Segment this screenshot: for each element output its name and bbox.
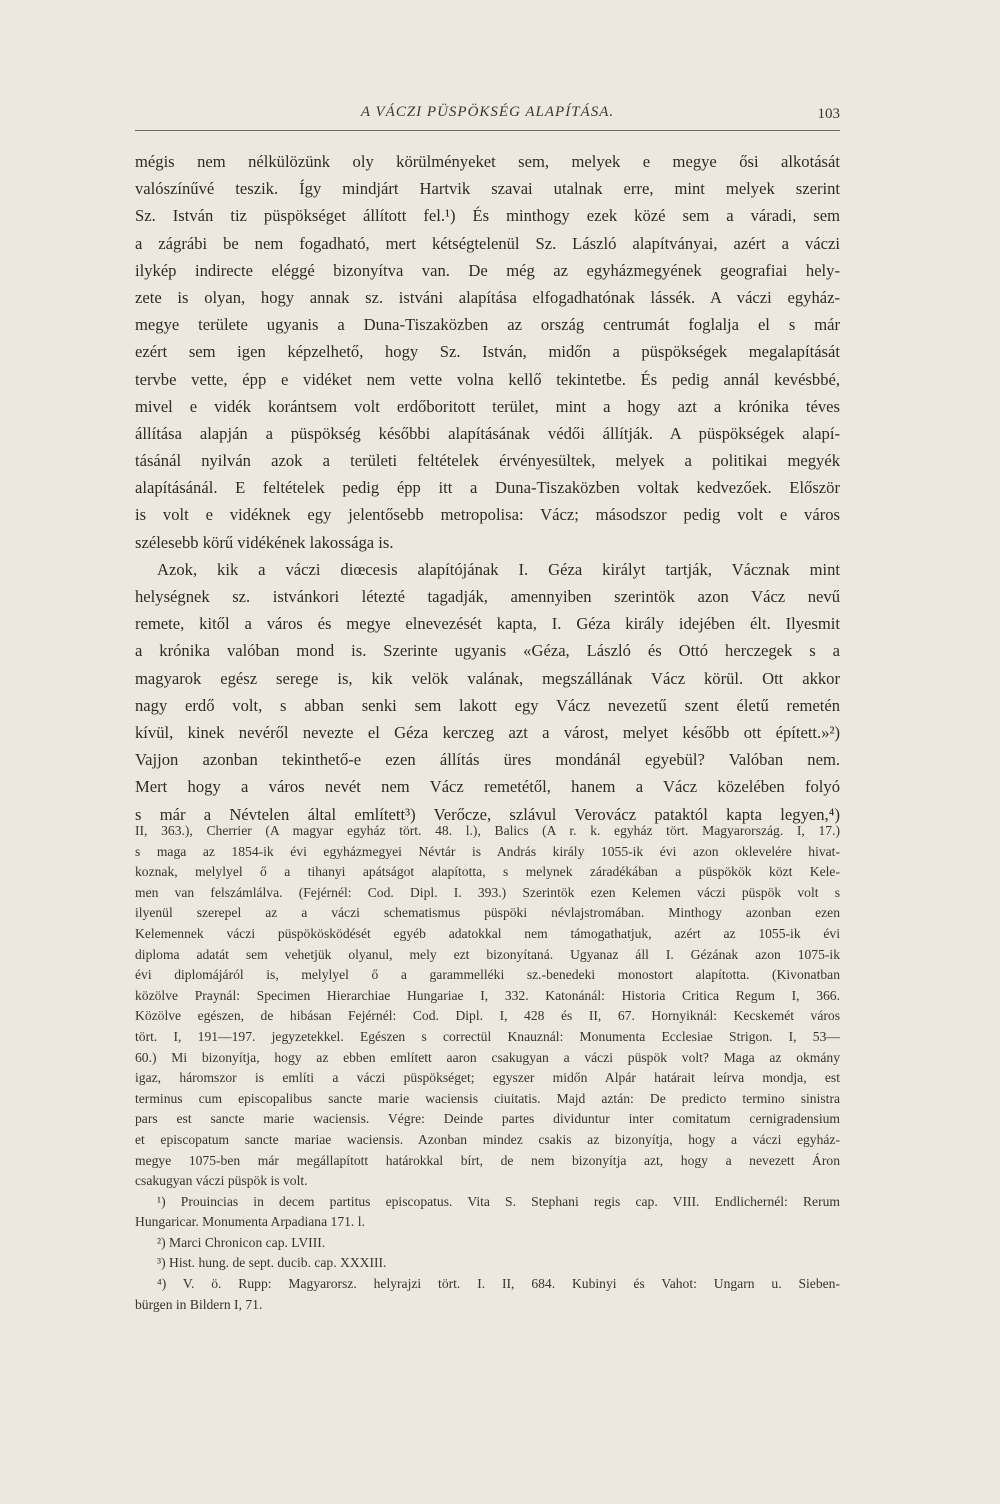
footnote-line: tört. I, 191—197. jegyzetekkel. Egészen s correctül Knauznál: Monumenta Ecclesiae Strigon. I, 53—: [135, 1028, 840, 1044]
running-title: A VÁCZI PÜSPÖKSÉG ALAPÍTÁSA.: [360, 104, 615, 120]
footnote-line: s maga az 1854-ik évi egyházmegyei Névtár is András király 1055-ik évi azon oklevelére hivat-: [135, 843, 840, 859]
footnote-line: közölve Praynál: Specimen Hierarchiae Hungariae I, 332. Katonánál: Historia Critica Regum I, 366.: [135, 987, 840, 1003]
body-line: szélesebb körű vidékének lakossága is.: [135, 532, 394, 552]
body-line: alapításánál. E feltételek pedig épp itt a Duna-Tiszaközben voltak kedvezőek. Először: [135, 478, 840, 498]
footnote-line: megye 1075-ben már megállapított határokkal bírt, de nem bizonyítja azt, hogy a nevezett Áron: [135, 1152, 840, 1168]
footnote-line: II, 363.), Cherrier (A magyar egyház tört. 48. l.), Balics (A r. k. egyház tört. Magyarország. I, 17.): [135, 823, 840, 838]
footnote-line: men van felszámlálva. (Fejérnél: Cod. Dipl. I. 393.) Szerintök ezen Kelemen váczi püspök volt s: [135, 884, 840, 900]
footnote-line: ³) Hist. hung. de sept. ducib. cap. XXXIII.: [157, 1255, 387, 1271]
footnote-line: ilyenül szerepel az a váczi schematismus püspöki névlajstromában. Minthogy azonban ezen: [135, 905, 840, 921]
body-line: Vajjon azonban tekinthető-e ezen állítás üres mondánál egyebül? Valóban nem.: [135, 750, 840, 770]
body-line: Azok, kik a váczi diœcesis alapítójának I. Géza királyt tartják, Vácznak mint: [157, 559, 840, 579]
footnote-line: diploma adatát sem vehetjük olyanul, mely ezt bizonyítaná. Ugyanaz áll I. Gézának azon 1075-ik: [135, 946, 840, 962]
page-header: [135, 104, 840, 131]
body-line: valószínűvé teszik. Így mindjárt Hartvik szavai utalnak erre, mint melyek szerint: [135, 179, 840, 199]
footnote-line: évi diplomájáról is, melylyel ő a garammelléki sz.-benedeki monostort alapította. (Kivonatban: [135, 967, 840, 983]
body-line: tervbe vette, épp e vidéket nem vette volna kellő tekintetbe. És pedig annál kevésbbé,: [135, 369, 840, 389]
footnote-line: Hungaricar. Monumenta Arpadiana 171. l.: [135, 1214, 365, 1230]
body-line: mivel e vidék korántsem volt erdőboritott terület, mint a hogy azt a krónika téves: [135, 396, 840, 416]
body-line: megye területe ugyanis a Duna-Tiszaközben az ország centrumát foglalja el s már: [135, 315, 840, 335]
footnote-line: Kelemennek váczi püspökösködését egyéb adatokkal nem támogathatjuk, azért az 1055-ik évi: [135, 925, 840, 941]
footnote-line: pars est sancte marie waciensis. Végre: Deinde partes dividuntur inter comitatum cernigradensium: [135, 1111, 840, 1127]
footnotes: [135, 821, 840, 1315]
footnote-line: igaz, háromszor is említi a váczi püspökséget; egyszer midőn Alpár határait leírva mondja, est: [135, 1070, 840, 1086]
body-line: ezért sem igen képzelhető, hogy Sz. István, midőn a püspökségek megalapítását: [135, 342, 840, 362]
body-line: nagy erdő volt, s abban senki sem lakott egy Vácz nevezetű szent életű remetén: [135, 695, 840, 715]
body-line: is volt e vidéknek egy jelentősebb metropolisa: Vácz; másodszor pedig volt e város: [135, 505, 840, 525]
footnote-line: et episcopatum sancte mariae waciensis. Azonban mindez csakis az bizonyítja, hogy a váczi egyház-: [135, 1131, 840, 1147]
body-line: ilykép indirecte eléggé bizonyítva van. De még az egyházmegyének geografiai hely-: [135, 260, 840, 280]
footnote-line: ¹) Prouincias in decem partitus episcopatus. Vita S. Stephani regis cap. VIII. Endlichernél: Rerum: [157, 1193, 840, 1209]
footnote-line: ²) Marci Chronicon cap. LVIII.: [157, 1234, 326, 1250]
footnote-line: bürgen in Bildern I, 71.: [135, 1296, 263, 1312]
page-number: 103: [817, 106, 840, 122]
body-line: Sz. István tiz püspökséget állított fel.¹) És minthogy ezek közé sem a váradi, sem: [135, 206, 840, 226]
body-line: állítása alapján a püspökség későbbi alapításának védői állítják. A püspökségek alapí-: [135, 423, 840, 443]
footnote-line: Közölve egészen, de hibásan Fejérnél: Cod. Dipl. I, 428 és II, 67. Hornyiknál: Kecskemét város: [135, 1008, 840, 1024]
body-line: mégis nem nélkülözünk oly körülményeket sem, melyek e megye ősi alkotását: [135, 152, 840, 171]
footnote-line: terminus cum episcopalibus sancte marie waciensis ciuitatis. Majd aztán: De predicto termino sinistra: [135, 1090, 840, 1106]
footnote-line: 60.) Mi bizonyítja, hogy az ebben említett aaron csakugyan a váczi püspök volt? Maga az okmány: [135, 1049, 840, 1065]
body-line: helységnek sz. istvánkori létezté tagadják, amennyiben szerintök azon Vácz nevű: [135, 587, 840, 606]
body-line: tásánál nyilván azok a területi feltételek érvényesültek, melyek a politikai megyék: [135, 451, 840, 471]
body-line: magyarok egész serege is, kik velök valának, megszállának Vácz körül. Ott akkor: [135, 668, 840, 688]
body-line: zete is olyan, hogy annak sz. istváni alapítása elfogadhatónak lássék. A váczi egyház-: [135, 287, 840, 307]
footnote-line: koznak, melylyel ő a tihanyi apátságot alapította, s melynek záradékában a püspökök közt Kele-: [135, 864, 840, 880]
body-line: a krónika valóban mond is. Szerinte ugyanis «Géza, László és Ottó herczegek s a: [135, 641, 840, 661]
body-line: s már a Névtelen által említett³) Verőcze, szlávul Verovácz pataktól kapta legyen,⁴): [135, 804, 840, 824]
body-line: kívül, kinek nevéről nevezte el Géza kerczeg azt a várost, melyet később ott épített.»²): [135, 722, 840, 742]
body-line: a zágrábi be nem fogadható, mert kétségtelenül Sz. László alapítványai, azért a váczi: [135, 233, 840, 253]
footnote-line: ⁴) V. ö. Rupp: Magyarorsz. helyrajzi tört. I. II, 684. Kubinyi és Vahot: Ungarn u. Sieben-: [157, 1276, 840, 1292]
body-line: remete, kitől a város és megye elnevezését kapta, I. Géza király idejében élt. Ilyesmit: [135, 614, 840, 634]
footnote-line: csakugyan váczi püspök is volt.: [135, 1173, 308, 1189]
body-line: Mert hogy a város nevét nem Vácz remetétől, hanem a Vácz közelében folyó: [135, 777, 840, 797]
main-text: [135, 148, 840, 828]
